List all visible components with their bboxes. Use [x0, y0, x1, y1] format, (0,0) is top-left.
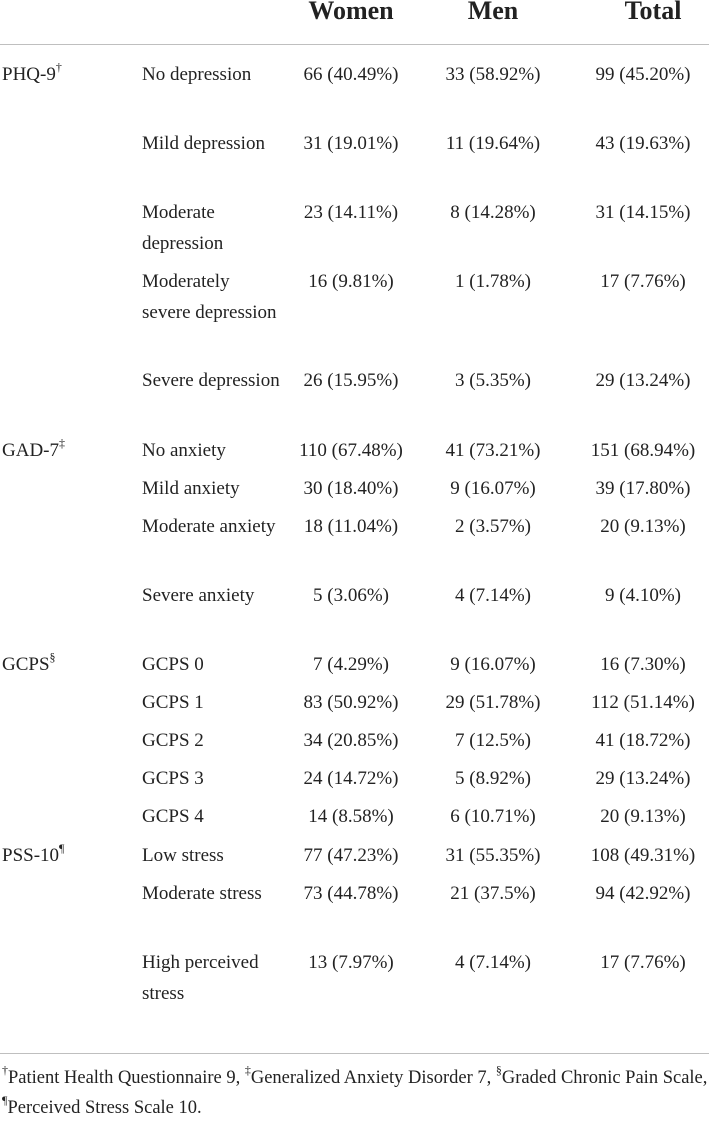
row-label: Mild depression	[142, 133, 265, 154]
header-women: Women	[308, 0, 394, 25]
footer-rule	[0, 1053, 709, 1054]
men-value: 29 (51.78%)	[445, 692, 541, 713]
women-value: 5 (3.06%)	[313, 585, 389, 606]
women-value: 73 (44.78%)	[303, 883, 399, 904]
total-value: 41 (18.72%)	[595, 730, 691, 751]
row-label: High perceived stress	[142, 952, 259, 1004]
women-value: 24 (14.72%)	[303, 768, 399, 789]
men-value: 21 (37.5%)	[450, 883, 536, 904]
total-value: 20 (9.13%)	[600, 806, 686, 827]
row-label: No depression	[142, 64, 252, 85]
men-value: 7 (12.5%)	[455, 730, 531, 751]
group-label-gcps: GCPS§	[2, 649, 56, 675]
row-label: GCPS 1	[142, 692, 204, 713]
total-value: 43 (19.63%)	[595, 133, 691, 154]
total-value: 39 (17.80%)	[595, 478, 691, 499]
women-value: 14 (8.58%)	[308, 806, 394, 827]
women-value: 18 (11.04%)	[303, 516, 399, 537]
total-value: 29 (13.24%)	[595, 370, 691, 391]
row-label: Moderate depression	[142, 202, 224, 254]
women-value: 26 (15.95%)	[303, 370, 399, 391]
header-rule	[0, 44, 709, 45]
total-value: 99 (45.20%)	[595, 64, 691, 85]
women-value: 31 (19.01%)	[303, 133, 399, 154]
row-label: Severe depression	[142, 370, 280, 391]
total-value: 17 (7.76%)	[600, 952, 686, 973]
men-value: 5 (8.92%)	[455, 768, 531, 789]
men-value: 6 (10.71%)	[450, 806, 536, 827]
row-label: GCPS 3	[142, 768, 204, 789]
men-value: 33 (58.92%)	[445, 64, 541, 85]
total-value: 20 (9.13%)	[600, 516, 686, 537]
women-value: 23 (14.11%)	[303, 202, 399, 223]
total-value: 16 (7.30%)	[600, 654, 686, 675]
men-value: 4 (7.14%)	[455, 952, 531, 973]
men-value: 8 (14.28%)	[450, 202, 536, 223]
women-value: 13 (7.97%)	[308, 952, 394, 973]
row-label: GCPS 4	[142, 806, 204, 827]
men-value: 31 (55.35%)	[445, 845, 541, 866]
men-value: 9 (16.07%)	[450, 654, 536, 675]
men-value: 11 (19.64%)	[445, 133, 541, 154]
row-label: GCPS 0	[142, 654, 204, 675]
men-value: 2 (3.57%)	[455, 516, 531, 537]
total-value: 31 (14.15%)	[595, 202, 691, 223]
row-label: Moderate anxiety	[142, 516, 276, 537]
total-value: 9 (4.10%)	[605, 585, 681, 606]
men-value: 1 (1.78%)	[455, 271, 531, 292]
total-value: 94 (42.92%)	[595, 883, 691, 904]
row-label: Mild anxiety	[142, 478, 240, 499]
row-label: No anxiety	[142, 440, 226, 461]
row-label: Moderately severe depression	[142, 271, 277, 323]
women-value: 66 (40.49%)	[303, 64, 399, 85]
total-value: 17 (7.76%)	[600, 271, 686, 292]
women-value: 83 (50.92%)	[303, 692, 399, 713]
footnote: †Patient Health Questionnaire 9, ‡Generalized Anxiety Disorder 7, §Graded Chronic Pain Scale, ¶Perceived Stress Scale 10.	[2, 1062, 708, 1118]
total-value: 112 (51.14%)	[591, 692, 695, 713]
group-label-gad7: GAD-7‡	[2, 435, 65, 461]
total-value: 151 (68.94%)	[590, 440, 696, 461]
women-value: 7 (4.29%)	[313, 654, 389, 675]
header-total: Total	[624, 0, 682, 25]
row-label: Severe anxiety	[142, 585, 255, 606]
women-value: 34 (20.85%)	[303, 730, 399, 751]
men-value: 3 (5.35%)	[455, 370, 531, 391]
group-label-phq9: PHQ-9†	[2, 59, 62, 85]
men-value: 9 (16.07%)	[450, 478, 536, 499]
men-value: 4 (7.14%)	[455, 585, 531, 606]
row-label: Moderate stress	[142, 883, 262, 904]
row-label: Low stress	[142, 845, 224, 866]
women-value: 16 (9.81%)	[308, 271, 394, 292]
total-value: 29 (13.24%)	[595, 768, 691, 789]
women-value: 30 (18.40%)	[303, 478, 399, 499]
men-value: 41 (73.21%)	[445, 440, 541, 461]
women-value: 77 (47.23%)	[303, 845, 399, 866]
row-label: GCPS 2	[142, 730, 204, 751]
women-value: 110 (67.48%)	[299, 440, 403, 461]
header-men: Men	[467, 0, 519, 25]
total-value: 108 (49.31%)	[590, 845, 696, 866]
group-label-pss10: PSS-10¶	[2, 840, 65, 866]
